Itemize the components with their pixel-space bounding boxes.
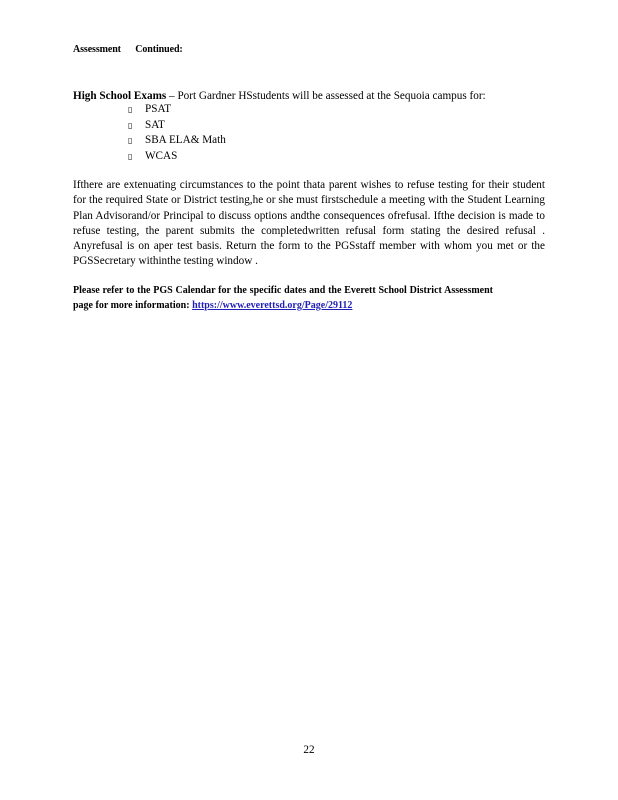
exam-name: PSAT: [145, 103, 172, 115]
refusal-paragraph: Ifthere are extenuating circumstances to the point thata parent wishes to refuse testing for their student for the required State or District testing,he or she must firstschedule a meeting with the Student Learning Plan Advisorand/or Principal to discuss options andthe consequences ofrefusal. Ifthe decision is made to refuse testing, the parent submits the completedwritten refusal form stating the desired refusal . Anyrefusal is on aper test basis. Return the form to the PGSstaff member with whom you met or the PGSSecretary withinthe testing window .: [73, 179, 545, 268]
exams-intro: – Port Gardner HSstudents will be assessed at the Sequoia campus for:: [166, 90, 486, 102]
calendar-note: [73, 283, 493, 313]
list-item: [128, 133, 226, 149]
bullet-icon: ▯: [128, 120, 133, 130]
list-item: [128, 102, 226, 118]
bullet-icon: ▯: [128, 151, 133, 161]
exam-name: WCAS: [145, 149, 178, 162]
page-number: 22: [303, 744, 315, 756]
exam-list: [128, 102, 226, 164]
list-item: [128, 118, 226, 134]
list-item: [128, 149, 226, 165]
section-heading: Assessment Continued:: [73, 44, 183, 55]
exam-name: SBA ELA& Math: [145, 134, 226, 147]
assessment-page-link[interactable]: https://www.everettsd.org/Page/29112: [192, 300, 353, 311]
exams-label: High School Exams: [73, 90, 167, 102]
exam-name: SAT: [145, 118, 165, 131]
bullet-icon: ▯: [128, 136, 133, 146]
bullet-icon: ▯: [128, 105, 133, 114]
calendar-note-text: Please refer to the PGS Calendar for the specific dates and the Everett School District Assessment page for more information:: [73, 285, 493, 311]
